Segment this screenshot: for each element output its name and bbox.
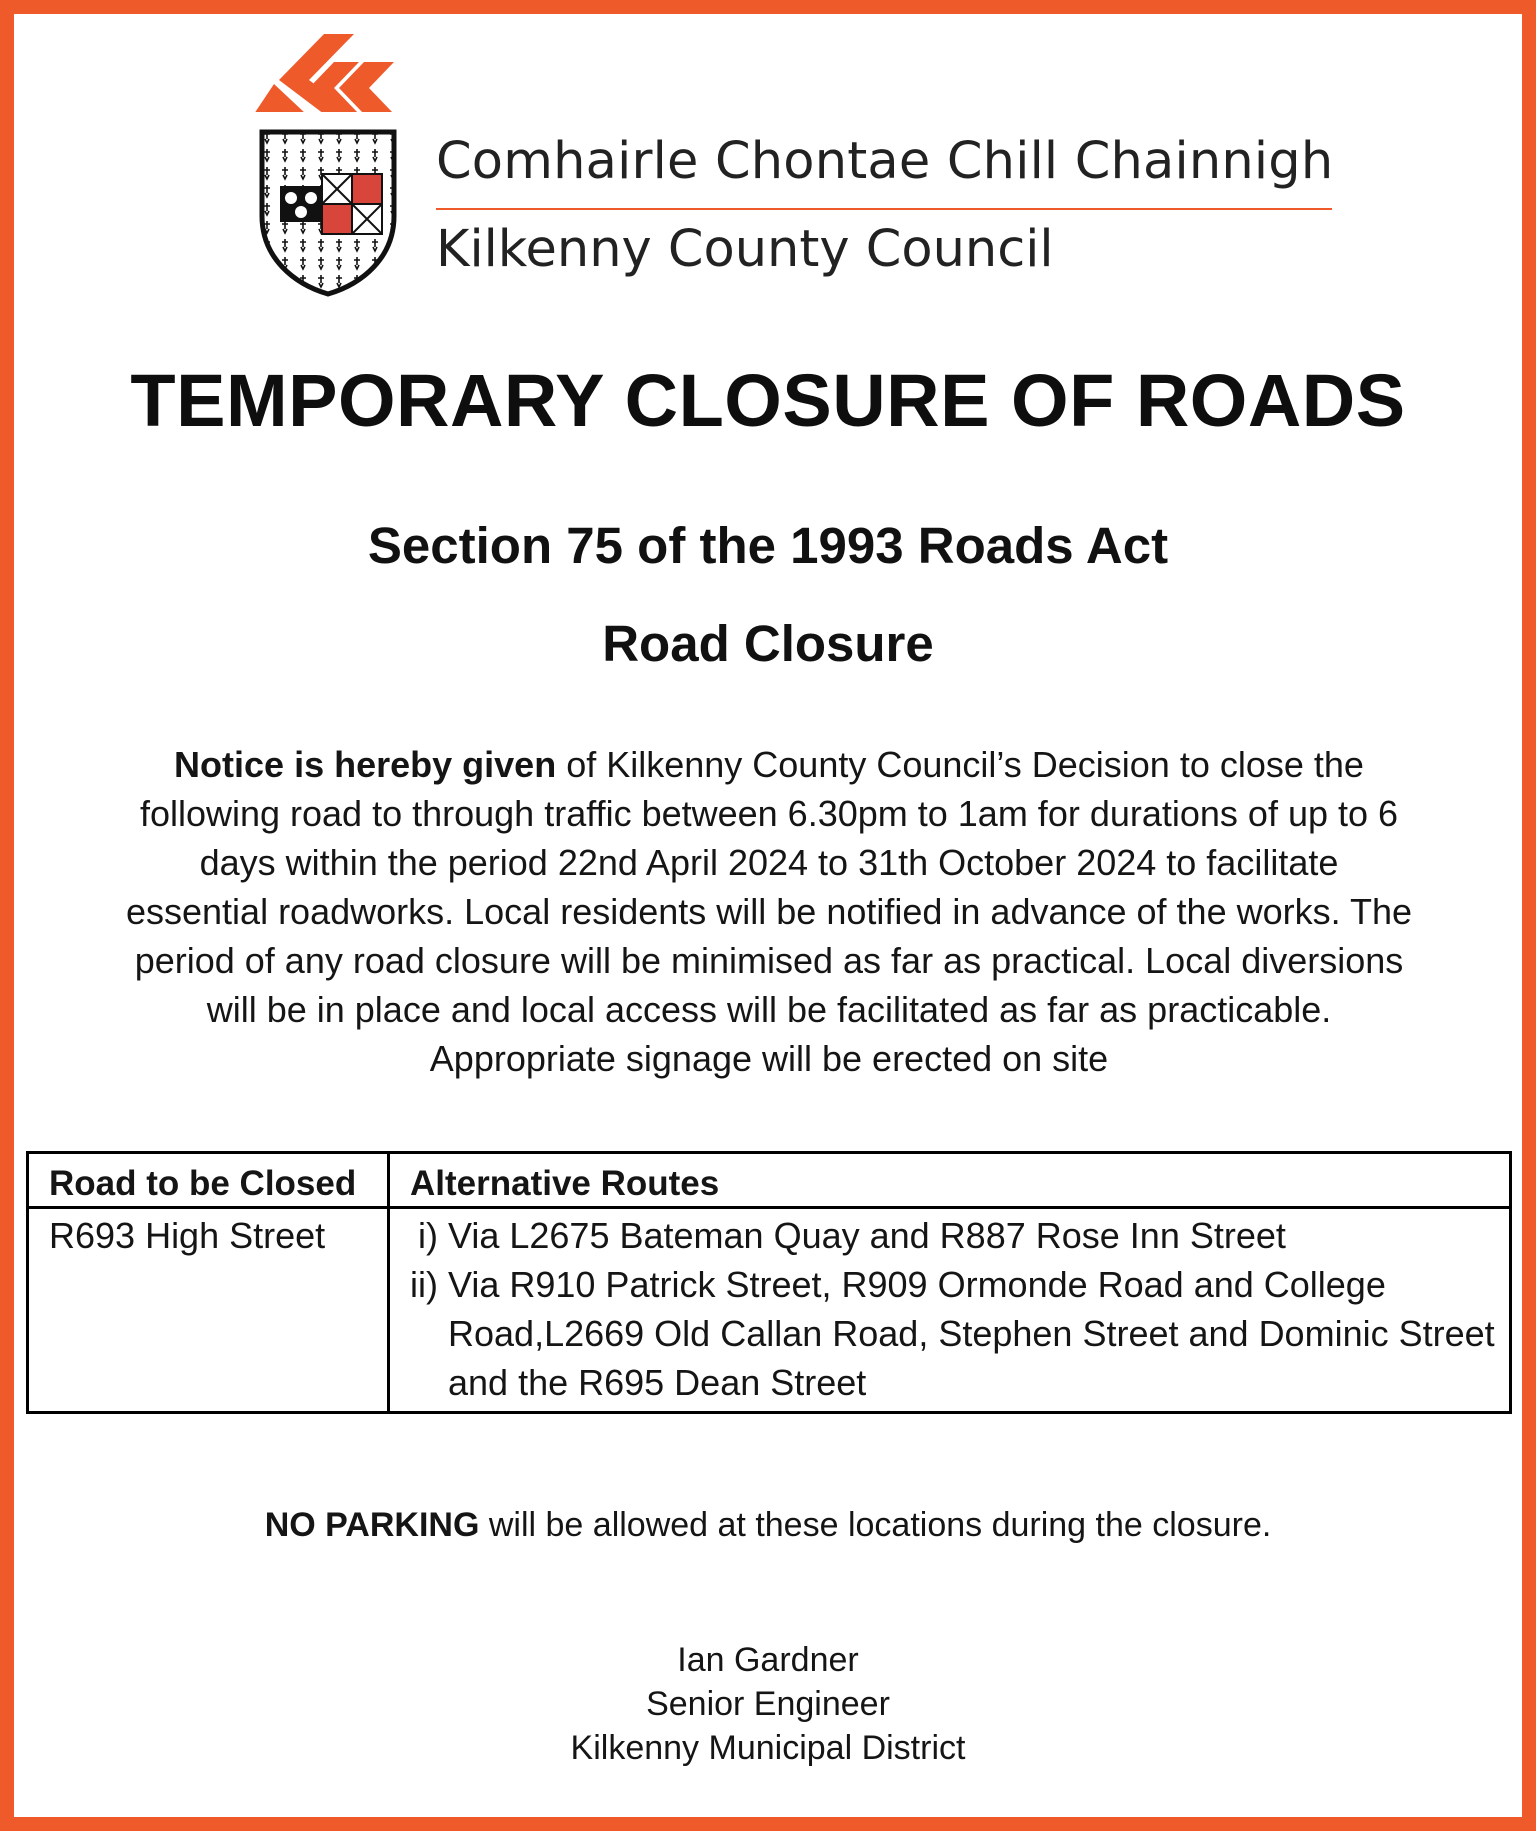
- alternative-routes-cell: [389, 1208, 1511, 1413]
- notice-type: Road Closure: [602, 615, 934, 672]
- parking-notice-text: will be allowed at these locations during the closure.: [479, 1506, 1272, 1544]
- table-header-row: [28, 1153, 1511, 1208]
- column-header-routes: Alternative Routes: [389, 1153, 1511, 1208]
- signatory-name: Ian Gardner: [677, 1641, 859, 1679]
- header-divider: [436, 208, 1332, 210]
- notice-line: essential roadworks. Local residents will be notified in advance of the works. The: [125, 891, 1412, 932]
- notice-line: Appropriate signage will be erected on site: [429, 1038, 1109, 1079]
- column-header-road: Road to be Closed: [28, 1153, 389, 1208]
- notice-lead: Notice is hereby given: [174, 744, 557, 785]
- closed-road-cell: R693 High Street: [28, 1208, 389, 1413]
- notice-line: following road to through traffic between 6.30pm to 1am for durations of up to 6: [139, 793, 1399, 834]
- notice-line: will be in place and local access will be facilitated as far as practicable.: [206, 989, 1332, 1030]
- table-row: [28, 1208, 1511, 1413]
- notice-body: [44, 740, 1494, 1083]
- notice-line: days within the period 22nd April 2024 to 31th October 2024 to facilitate: [199, 842, 1339, 883]
- parking-notice-bold: NO PARKING: [264, 1506, 480, 1544]
- org-name-irish: Comhairle Chontae Chill Chainnigh: [436, 132, 1334, 191]
- notice-title: TEMPORARY CLOSURE OF ROADS: [130, 359, 1406, 442]
- signatory-department: Kilkenny Municipal District: [570, 1729, 966, 1767]
- closure-table: [26, 1151, 1512, 1414]
- notice-line: period of any road closure will be minimised as far as practical. Local diversions: [134, 940, 1404, 981]
- org-name-english: Kilkenny County Council: [436, 220, 1054, 279]
- route-item: i) Via L2675 Bateman Quay and R887 Rose Inn Street: [418, 1215, 1286, 1256]
- kk-chevron-logo-icon: [254, 32, 404, 112]
- council-logo: [244, 32, 1344, 302]
- route-item: ii) Via R910 Patrick Street, R909 Ormonde Road and College Road,L2669 Old Callan Road, Stephen Street and Dominic Street and the R695 Dean Street: [410, 1264, 1495, 1403]
- parking-notice: [14, 1506, 1522, 1545]
- notice-line: of Kilkenny County Council’s Decision to close the: [556, 744, 1364, 785]
- signature-block: [14, 1638, 1522, 1770]
- signatory-position: Senior Engineer: [646, 1685, 890, 1723]
- kilkenny-crest-icon: [258, 128, 398, 298]
- act-reference: Section 75 of the 1993 Roads Act: [367, 517, 1169, 574]
